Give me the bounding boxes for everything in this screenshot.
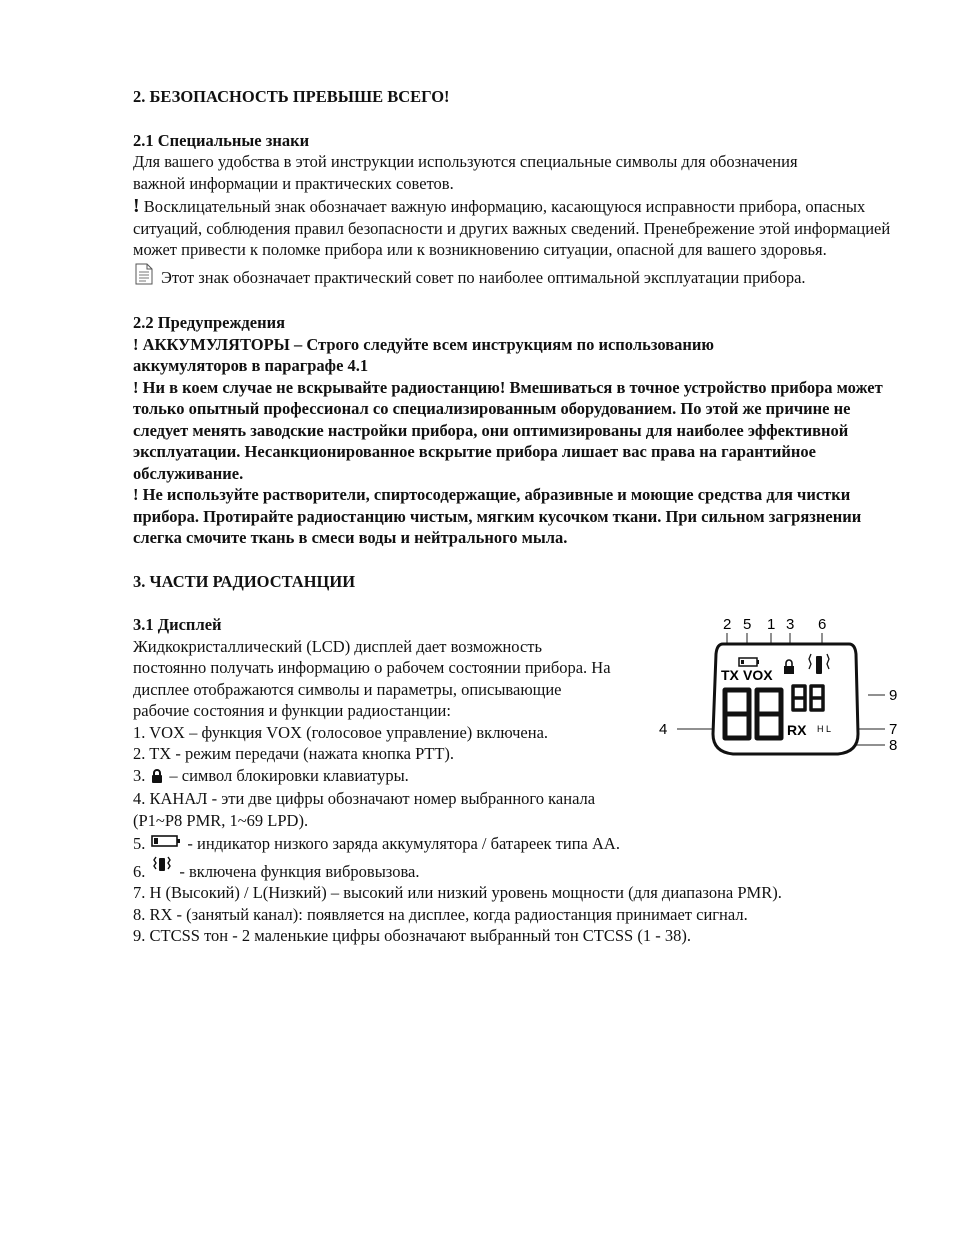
warning-do-not-open: ! Ни в коем случае не вскрывайте радиостанцию! Вмешиваться в точное устройство прибора может только опытный профессионал со специализированным оборудованием. По этой же причине не следует менять заводские настройки прибора, они оптимизированы для наиболее эффективной эксплуатации. Несанкционированное вскрытие прибора лишает вас права на гарантийное обслуживание.: [133, 377, 883, 483]
display-item-7: 7. H (Высокий) / L(Низкий) – высокий или низкий уровень мощности (для диапазона PMR).: [133, 883, 782, 902]
callout-7: 7: [889, 721, 898, 738]
callout-9: 9: [889, 687, 898, 704]
section-2-2-title: 2.2 Предупреждения: [133, 313, 286, 332]
display-item-5: 5. - индикатор низкого заряда аккумулятора / батареек типа АА.: [133, 831, 893, 855]
callout-6: 6: [818, 616, 827, 633]
battery-icon: [151, 831, 181, 853]
section-3-1-intro: Жидкокристаллический (LCD) дисплей дает возможность постоянно получать информацию о рабочем состоянии прибора. На дисплее отображаются символы и параметры, описывающие рабочие состояния и функции радиостанции:: [133, 636, 611, 720]
document-page: [133, 86, 898, 947]
lcd-tx-label: TX: [721, 667, 739, 683]
callout-3: 3: [786, 616, 795, 633]
callout-4: 4: [659, 721, 668, 738]
section-2-1-title: 2.1 Специальные знаки: [133, 130, 310, 150]
callout-2: 2: [723, 616, 732, 633]
warning-no-solvents: ! Не используйте растворители, спиртосодержащие, абразивные и моющие средства для чистки прибора. Протирайте радиостанцию чистым, мягким кусочком ткани. При сильном загрязнении слегка смочите ткань в смеси воды и нейтрального мыла.: [133, 485, 862, 547]
display-item-2: 2. TX - режим передачи (нажата кнопка PTT).: [133, 744, 455, 763]
section-2-1-intro: Для вашего удобства в этой инструкции используются специальные символы для обозначения важной информации и практических советов.: [133, 152, 798, 193]
note-text: Этот знак обозначает практический совет по наиболее оптимальной эксплуатации прибора.: [161, 267, 806, 287]
display-item-3: 3. – символ блокировки клавиатуры.: [133, 765, 613, 789]
section-3-1-title: 3.1 Дисплей: [133, 615, 222, 634]
callout-8: 8: [889, 737, 898, 754]
display-item-6: 6. - включена функция вибровызова.: [133, 855, 893, 883]
lcd-vox-label: VOX: [743, 667, 773, 683]
section-3-1: [133, 614, 898, 947]
lcd-hl-label: H L: [817, 724, 832, 734]
section-3-title: 3. ЧАСТИ РАДИОСТАНЦИИ: [133, 571, 356, 591]
display-item-8: 8. RX - (занятый канал): появляется на дисплее, когда радиостанция принимает сигнал.: [133, 904, 748, 924]
display-item-1: 1. VOX – функция VOX (голосовое управление) включена.: [133, 722, 549, 742]
note-paragraph: [133, 263, 893, 291]
warning-batteries: ! АККУМУЛЯТОРЫ – Строго следуйте всем инструкциям по использованию аккумуляторов в параграфе 4.1: [133, 334, 714, 375]
display-item-4: 4. КАНАЛ - эти две цифры обозначают номер выбранного канала (P1~P8 PMR, 1~69 LPD).: [133, 789, 596, 830]
exclamation-text: Восклицательный знак обозначает важную информацию, касающуюся исправности прибора, опасных ситуаций, соблюдения правил безопасности и других важных сведений. Пренебрежение этой информацией может привести к поломке прибора или к возникновению ситуации, опасной для вашего здоровья.: [133, 197, 891, 259]
callout-1: 1: [767, 616, 776, 633]
lock-icon: [151, 767, 163, 789]
exclamation-paragraph: [133, 196, 893, 261]
lcd-display-diagram: [653, 614, 913, 774]
section-2-title: 2. БЕЗОПАСНОСТЬ ПРЕВЫШЕ ВСЕГО!: [133, 87, 450, 106]
vibration-icon: [151, 855, 173, 879]
lcd-rx-label: RX: [787, 722, 807, 738]
display-item-9: 9. CTCSS тон - 2 маленькие цифры обозначают выбранный тон CTCSS (1 - 38).: [133, 926, 691, 945]
note-document-icon: [133, 263, 155, 291]
callout-5: 5: [743, 616, 752, 633]
exclamation-icon: !: [133, 195, 140, 217]
